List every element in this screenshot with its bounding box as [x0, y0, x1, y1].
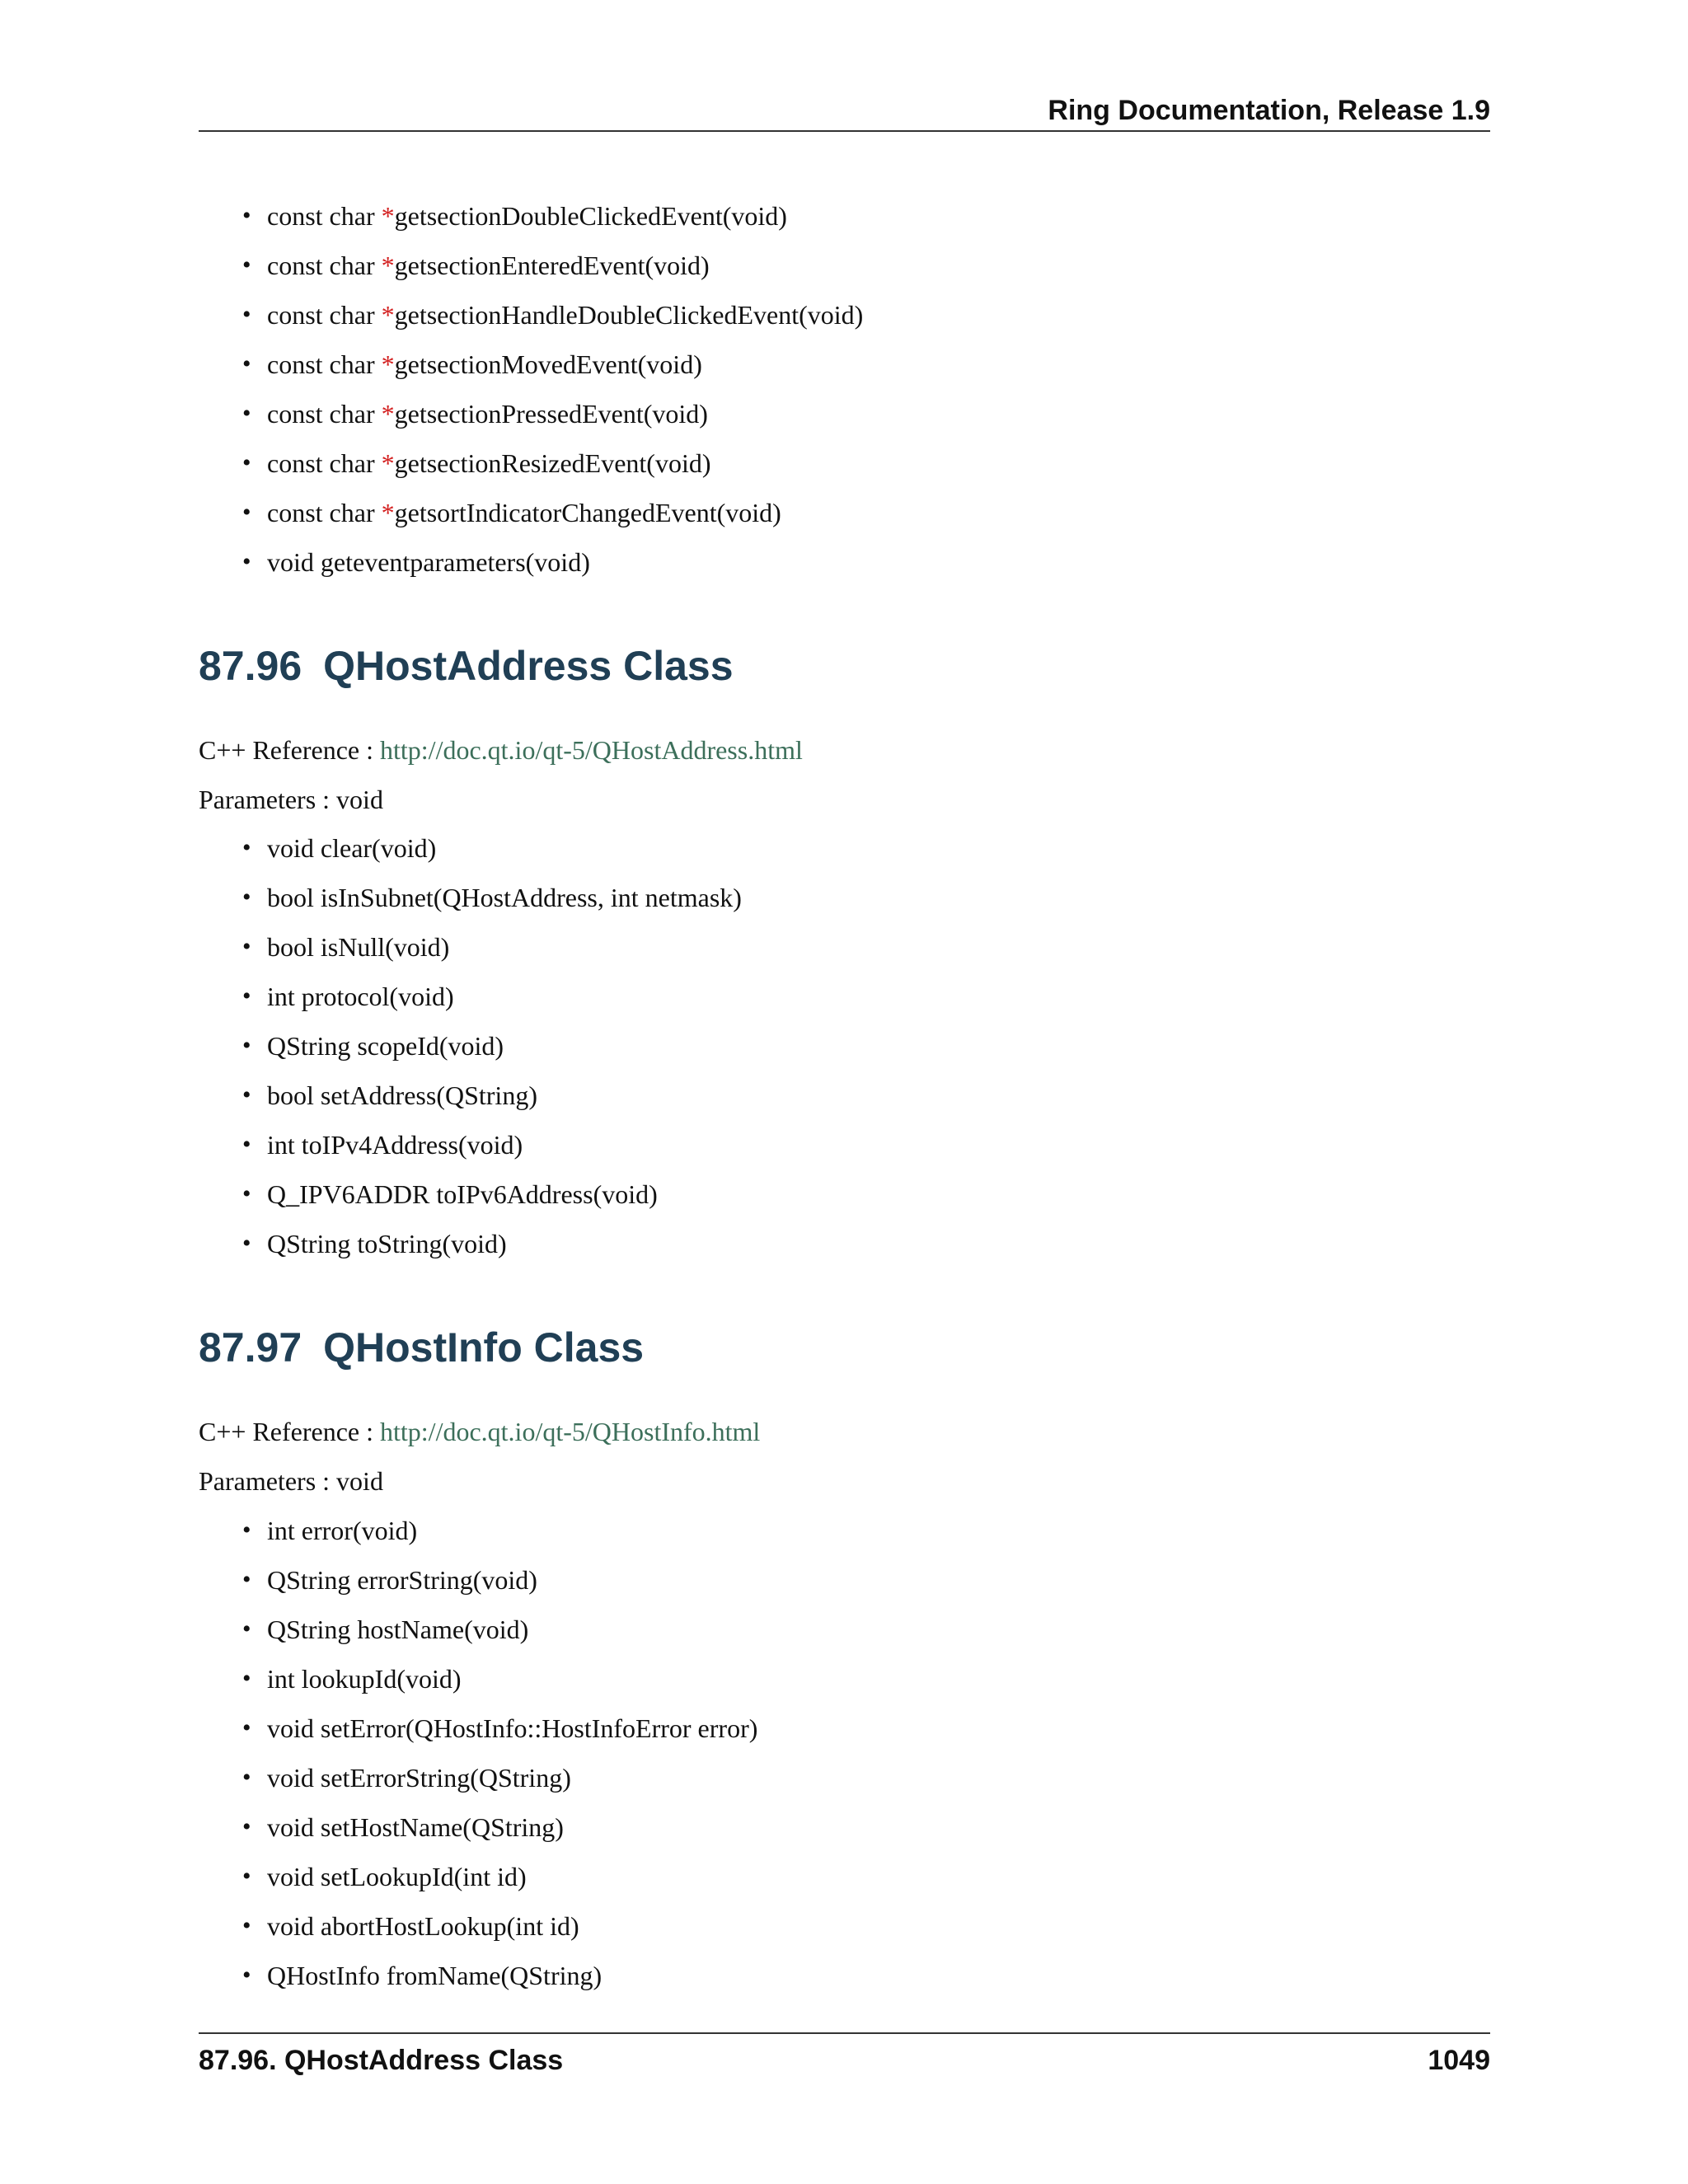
reference-label: C++ Reference : [199, 735, 380, 765]
list-item: • bool isNull(void) [242, 922, 742, 972]
section-title: QHostInfo Class [323, 1324, 645, 1371]
bullet-icon: • [242, 1665, 251, 1692]
list-item: • int protocol(void) [242, 972, 742, 1021]
bullet-icon: • [242, 202, 251, 229]
running-title: Ring Documentation, Release 1.9 [1048, 95, 1490, 126]
bullet-icon: • [242, 982, 251, 1010]
list-item: • bool setAddress(QString) [242, 1071, 742, 1120]
bullet-icon: • [242, 449, 251, 476]
qhostaddress-method-list [242, 823, 742, 1268]
list-item: • const char *getsectionHandleDoubleClickedEvent(void) [242, 290, 863, 340]
bullet-icon: • [242, 548, 251, 575]
bullet-icon: • [242, 1081, 251, 1108]
bullet-icon: • [242, 301, 251, 328]
footer-section-title: 87.96. QHostAddress Class [199, 2045, 564, 2076]
bullet-icon: • [242, 1566, 251, 1593]
section-heading-qhostaddress [199, 640, 734, 692]
list-item: • int toIPv4Address(void) [242, 1120, 742, 1169]
bullet-icon: • [242, 251, 251, 279]
section-heading-qhostinfo [199, 1321, 644, 1374]
bullet-icon: • [242, 1863, 251, 1890]
bullet-icon: • [242, 1131, 251, 1158]
bullet-icon: • [242, 1714, 251, 1741]
bullet-icon: • [242, 1813, 251, 1840]
bullet-icon: • [242, 1032, 251, 1059]
list-item: • const char *getsectionResizedEvent(void) [242, 438, 863, 488]
list-item: • void setLookupId(int id) [242, 1852, 757, 1901]
parameters-line: Parameters : void [199, 785, 383, 814]
list-item: • void setErrorString(QString) [242, 1753, 757, 1802]
qhostinfo-method-list [242, 1506, 757, 2000]
cpp-reference [199, 732, 803, 768]
bullet-icon: • [242, 400, 251, 427]
bullet-icon: • [242, 1961, 251, 1989]
list-item: • Q_IPV6ADDR toIPv6Address(void) [242, 1169, 742, 1219]
bullet-icon: • [242, 1912, 251, 1939]
list-item: • const char *getsectionDoubleClickedEvent(void) [242, 191, 863, 241]
bullet-icon: • [242, 1764, 251, 1791]
list-item: • void setError(QHostInfo::HostInfoError error) [242, 1704, 757, 1753]
list-item: • void clear(void) [242, 823, 742, 873]
list-item: • void geteventparameters(void) [242, 537, 863, 587]
list-item: • QString hostName(void) [242, 1605, 757, 1654]
page-number: 1049 [1428, 2045, 1490, 2076]
list-item: • QString errorString(void) [242, 1555, 757, 1605]
bullet-icon: • [242, 1615, 251, 1643]
list-item: • int error(void) [242, 1506, 757, 1555]
bullet-icon: • [242, 1180, 251, 1207]
list-item: • QString scopeId(void) [242, 1021, 742, 1071]
list-item: • void setHostName(QString) [242, 1802, 757, 1852]
reference-link[interactable]: http://doc.qt.io/qt-5/QHostAddress.html [380, 735, 803, 765]
page-footer [199, 2032, 1490, 2083]
list-item: • const char *getsectionEnteredEvent(void) [242, 241, 863, 290]
bullet-icon: • [242, 350, 251, 377]
bullet-icon: • [242, 1516, 251, 1544]
list-item: • const char *getsortIndicatorChangedEvent(void) [242, 488, 863, 537]
previous-method-list [242, 191, 863, 587]
parameters-line: Parameters : void [199, 1466, 383, 1496]
list-item: • const char *getsectionMovedEvent(void) [242, 340, 863, 389]
bullet-icon: • [242, 933, 251, 960]
cpp-reference [199, 1413, 760, 1450]
bullet-icon: • [242, 883, 251, 911]
list-item: • QHostInfo fromName(QString) [242, 1951, 757, 2000]
list-item: • const char *getsectionPressedEvent(void) [242, 389, 863, 438]
list-item: • void abortHostLookup(int id) [242, 1901, 757, 1951]
list-item: • QString toString(void) [242, 1219, 742, 1268]
bullet-icon: • [242, 834, 251, 861]
bullet-icon: • [242, 1230, 251, 1257]
list-item: • int lookupId(void) [242, 1654, 757, 1704]
reference-label: C++ Reference : [199, 1417, 380, 1446]
section-number: 87.96 [199, 643, 302, 689]
page-header [199, 92, 1490, 132]
section-number: 87.97 [199, 1324, 302, 1371]
section-title: QHostAddress Class [323, 643, 734, 689]
bullet-icon: • [242, 499, 251, 526]
reference-link[interactable]: http://doc.qt.io/qt-5/QHostInfo.html [380, 1417, 761, 1446]
list-item: • bool isInSubnet(QHostAddress, int netmask) [242, 873, 742, 922]
